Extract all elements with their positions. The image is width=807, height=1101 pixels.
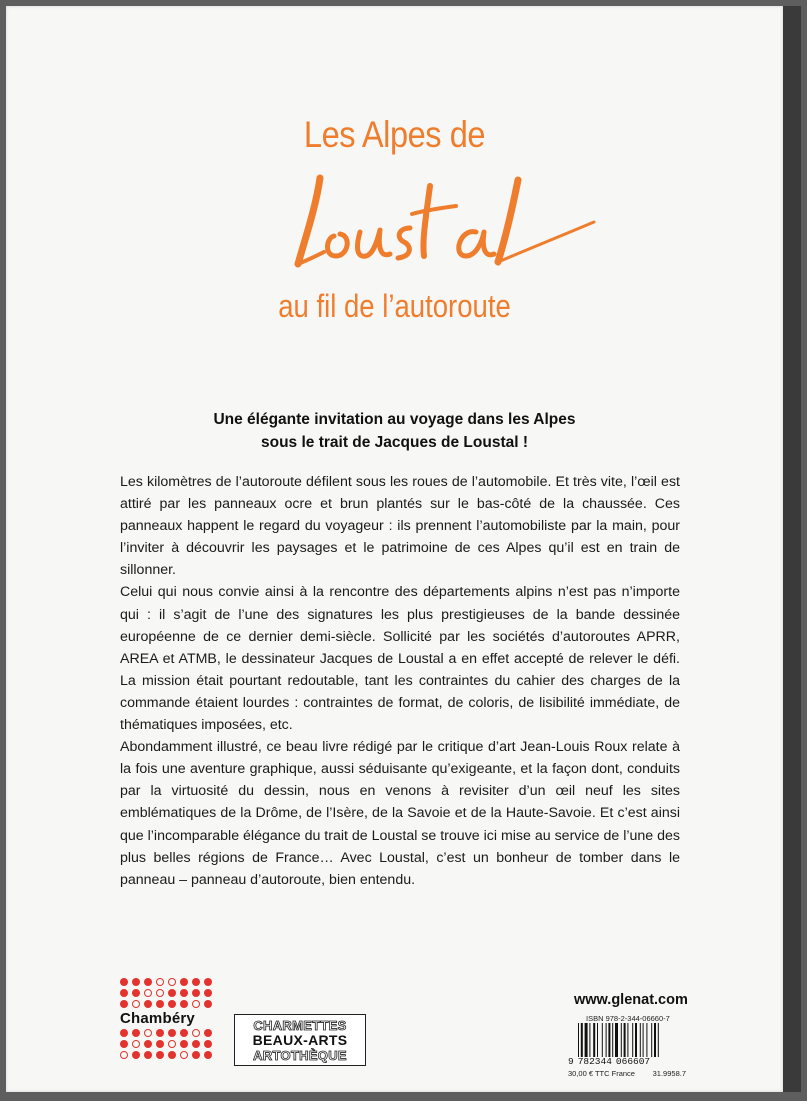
title-line-1: Les Alpes de — [303, 114, 486, 155]
barcode-block — [568, 1014, 686, 1080]
product-code: 31.9958.7 — [652, 1069, 686, 1078]
back-cover — [6, 6, 801, 1092]
charmettes-line-2: BEAUX-ARTS — [252, 1031, 348, 1048]
price-text: 30,00 € TTC France — [568, 1069, 635, 1078]
charmettes-line-1: CHARMETTES — [253, 1017, 347, 1033]
tagline-line-1: Une élégante invitation au voyage dans les Alpes — [213, 411, 576, 428]
charmettes-line-3: ARTOTHÈQUE — [253, 1047, 347, 1063]
barcode-digits — [568, 1056, 686, 1067]
price-row — [568, 1069, 686, 1078]
barcode-digit-group: 066607 — [615, 1056, 651, 1067]
barcode-digit-group: 782344 — [577, 1056, 612, 1067]
chambery-label: Chambéry — [120, 1010, 195, 1027]
blurb-text — [120, 471, 680, 891]
loustal-signature-logo — [286, 166, 606, 276]
tagline — [6, 408, 783, 454]
charmettes-logo — [234, 1014, 366, 1066]
subtitle: au fil de l’autoroute — [278, 288, 511, 324]
blurb-paragraph: Abondamment illustré, ce beau livre rédigé par le critique d’art Jean-Louis Roux relate à la fois une aventure graphique, aussi séduisante qu’exigeante, et la façon dont, conduits par la virtuosité du dessin, nous en venons à revisiter d’un œil neuf les sites emblématiques de la Drôme, de l’Isère, de la Savoie et de la Haute-Savoie. Et c’est ainsi que l’incomparable élégance du trait de Loustal se trouve ici mise au service de l’une des plus belles régions de France… Avec Loustal, c’est un bonheur de tomber dans le panneau – panneau d’autoroute, bien entendu. — [120, 739, 680, 888]
barcode-digit-prefix: 9 — [568, 1056, 574, 1067]
barcode-graphic — [578, 1023, 684, 1057]
isbn-text: ISBN 978-2-344-06660-7 — [586, 1014, 670, 1023]
publisher-website: www.glenat.com — [574, 992, 688, 1008]
blurb-paragraph: Les kilomètres de l’autoroute défilent sous les roues de l’automobile. Et très vite, l’œil est attiré par les panneaux ocre et brun plantés sur le bas-côté de la chaussée. Ces panneaux happent le regard du voyageur : ils prennent l’automobiliste par la main, pour l’inviter à découvrir les paysages et le patrimoine de ces Alpes qu’il est en train de sillonner. — [120, 474, 680, 579]
tagline-line-2: sous le trait de Jacques de Loustal ! — [260, 434, 529, 451]
blurb-paragraph: Celui qui nous convie ainsi à la rencontre des départements alpins n’est pas n’importe qui : il s’agit de l’une des signatures les plus prestigieuses de la bande dessinée européenne de ce dernier demi-siècle. Sollicité par les sociétés d’autoroutes APRR, AREA et ATMB, le dessinateur Jacques de Loustal a en effet accepté de relever le défi. La mission était pourtant redoutable, tant les contraintes du cahier des charges de la commande étaient lourdes : contraintes de format, de coloris, de lisibilité immédiate, de thématiques imposées, etc. — [120, 584, 680, 734]
chambery-dots-top — [120, 978, 216, 1008]
chambery-logo — [120, 978, 216, 1059]
chambery-dots-bottom — [120, 1029, 216, 1059]
